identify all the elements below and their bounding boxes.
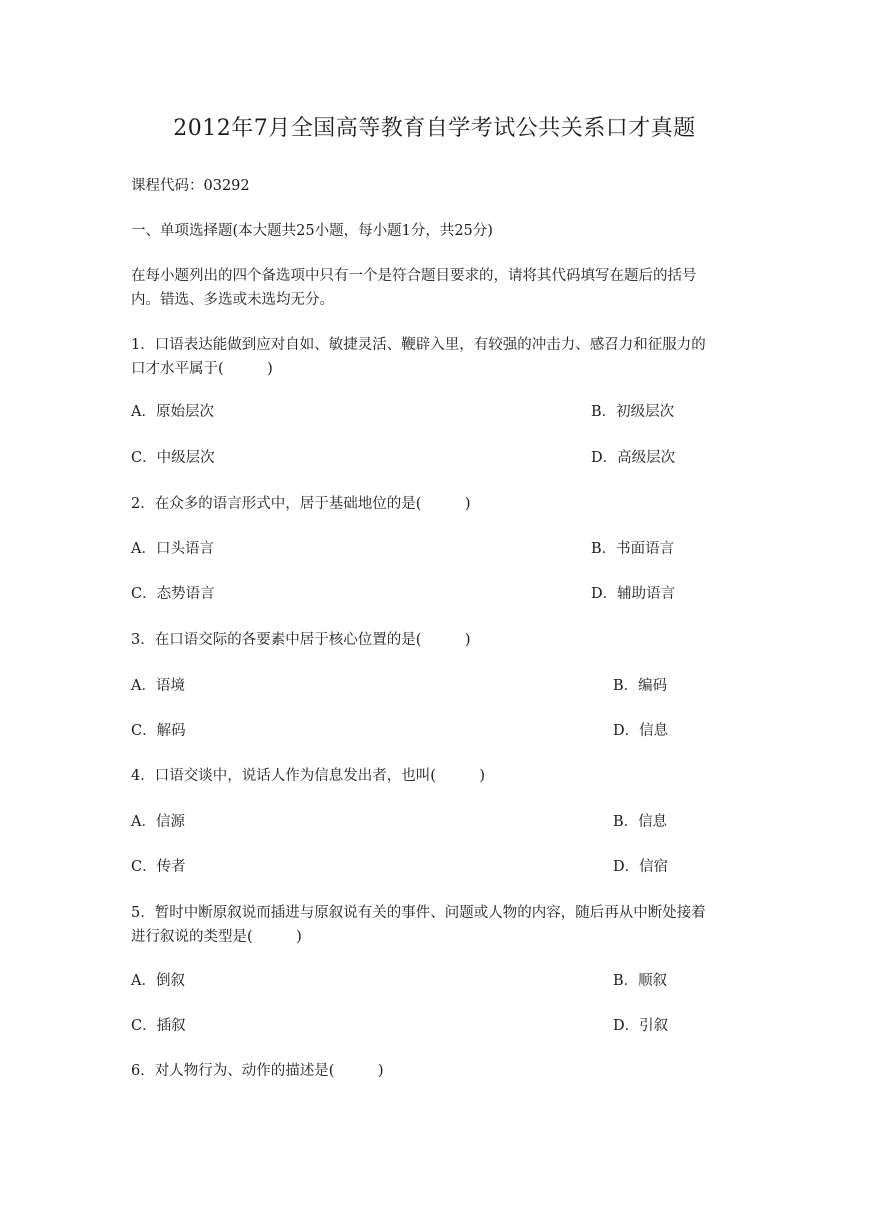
- question-3-option-d: D．信息: [613, 723, 669, 739]
- question-1-text: 1．口语表达能做到应对自如、敏捷灵活、鞭辟入里，有较强的冲击力、感召力和征服力的: [131, 337, 706, 353]
- question-4-option-c: C．传者: [131, 859, 186, 875]
- question-4-text: 4．口语交谈中，说话人作为信息发出者，也叫( ): [131, 768, 486, 784]
- question-5-option-c: C．插叙: [131, 1018, 186, 1034]
- question-2-option-a: A．口头语言: [131, 541, 214, 557]
- question-4-option-d: D．信宿: [613, 859, 669, 875]
- page-title: 2012年7月全国高等教育自学考试公共关系口才真题: [173, 116, 696, 141]
- question-5-option-d: D．引叙: [613, 1018, 669, 1034]
- question-3-option-c: C．解码: [131, 723, 186, 739]
- question-1-option-c: C．中级层次: [131, 450, 215, 466]
- question-2-option-d: D．辅助语言: [591, 586, 676, 602]
- question-5-text: 5．暂时中断原叙说而插进与原叙说有关的事件、问题或人物的内容，随后再从中断处接着: [131, 905, 706, 921]
- question-1-option-b: B．初级层次: [591, 404, 675, 420]
- question-1-option-a: A．原始层次: [131, 404, 214, 420]
- question-5-option-a: A．倒叙: [131, 973, 185, 989]
- question-3-text: 3．在口语交际的各要素中居于核心位置的是( ): [131, 632, 471, 648]
- question-6-text: 6．对人物行为、动作的描述是( ): [131, 1063, 384, 1079]
- instruction-line: 内。错选、多选或未选均无分。: [131, 292, 334, 308]
- question-2-text: 2．在众多的语言形式中，居于基础地位的是( ): [131, 496, 471, 512]
- question-5-text-cont: 进行叙说的类型是( ): [131, 929, 302, 945]
- question-3-option-b: B．编码: [613, 678, 668, 694]
- question-1-option-d: D．高级层次: [591, 450, 676, 466]
- question-2-option-b: B．书面语言: [591, 541, 675, 557]
- question-1-text-cont: 口才水平属于( ): [131, 361, 273, 377]
- question-2-option-c: C．态势语言: [131, 586, 215, 602]
- question-3-option-a: A．语境: [131, 678, 185, 694]
- question-5-option-b: B．顺叙: [613, 973, 668, 989]
- course-code: 课程代码：03292: [131, 178, 250, 194]
- instruction-line: 在每小题列出的四个备选项中只有一个是符合题目要求的，请将其代码填写在题后的括号: [131, 268, 697, 284]
- section-heading: 一、单项选择题(本大题共25小题，每小题1分，共25分): [131, 223, 493, 239]
- question-4-option-a: A．信源: [131, 814, 185, 830]
- question-4-option-b: B．信息: [613, 814, 668, 830]
